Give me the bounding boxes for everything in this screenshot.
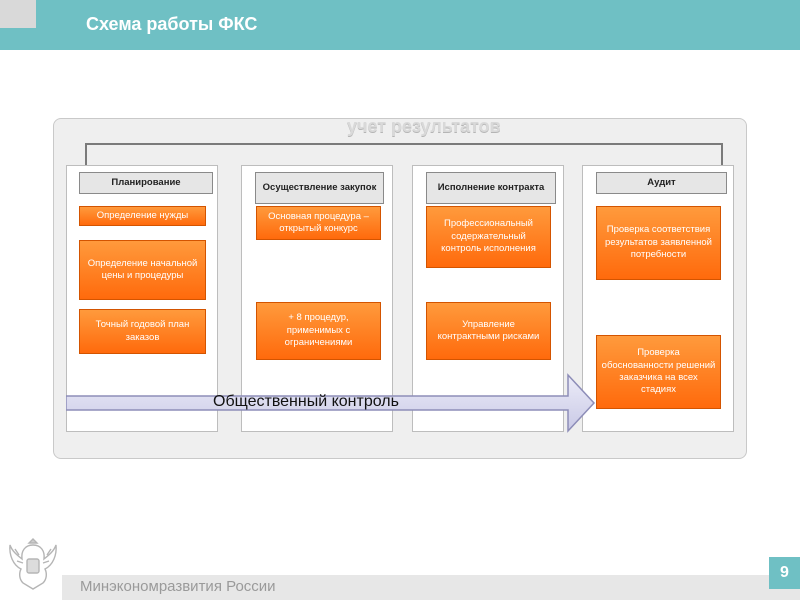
- column-header-execution: Исполнение контракта: [426, 172, 556, 204]
- slide-title: Схема работы ФКС: [86, 14, 258, 34]
- coat-of-arms-emblem: [7, 533, 59, 591]
- box-risk-management: Управление контрактными рисками: [426, 302, 551, 360]
- box-other-procedures: + 8 процедур, применимых с ограничениями: [256, 302, 381, 360]
- box-open-tender: Основная процедура – открытый конкурс: [256, 206, 381, 240]
- ministry-name: Минэкономразвития России: [80, 578, 276, 595]
- box-price-procedure: Определение начальной цены и процедуры: [79, 240, 206, 300]
- column-header-planning: Планирование: [79, 172, 213, 194]
- column-header-audit: Аудит: [596, 172, 727, 194]
- header-corner-decoration: [0, 0, 36, 28]
- column-header-procurement: Осуществление закупок: [255, 172, 384, 204]
- box-annual-plan: Точный годовой план заказов: [79, 309, 206, 354]
- box-compliance-check: Проверка соответствия результатов заявленной потребности: [596, 206, 721, 280]
- public-control-label: Общественный контроль: [213, 393, 399, 410]
- results-bracket: [85, 143, 723, 167]
- box-need-definition: Определение нужды: [79, 206, 206, 226]
- box-decision-check: Проверка обоснованности решений заказчика на всех стадиях: [596, 335, 721, 409]
- box-execution-control: Профессиональный содержательный контроль исполнения: [426, 206, 551, 268]
- results-label: учет результатов: [347, 116, 501, 136]
- page-number-badge: 9: [769, 557, 800, 589]
